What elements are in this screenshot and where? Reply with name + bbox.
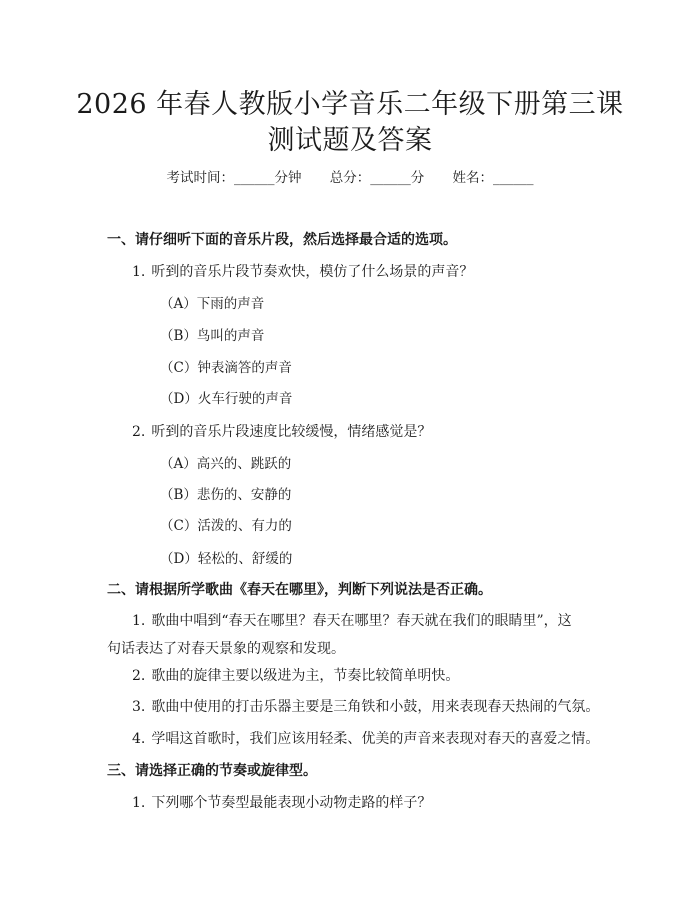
- option-a: （A）下雨的声音: [160, 296, 265, 312]
- option-c: （C）钟表滴答的声音: [160, 360, 292, 376]
- question: [132, 422, 431, 442]
- question-number: 3.: [132, 699, 146, 715]
- exam-score: 总分：______分: [329, 170, 425, 186]
- option-d: （D）火车行驶的声音: [160, 391, 293, 407]
- question-text: 歌曲中唱到“春天在哪里？春天在哪里？春天就在我们的眼睛里”，这句话表达了对春天景象的观察和发现。: [107, 613, 572, 657]
- option-b: （B）鸟叫的声音: [160, 328, 265, 344]
- question-number: 4.: [132, 731, 146, 747]
- statement: [132, 729, 599, 749]
- question-number: 1.: [132, 795, 146, 811]
- section-3-heading: 三、请选择正确的节奏或旋律型。: [107, 763, 317, 779]
- exam-name: 姓名：______: [452, 170, 534, 186]
- option-d: （D）轻松的、舒缓的: [160, 551, 293, 567]
- section-1-heading: 一、请仔细听下面的音乐片段，然后选择最合适的选项。: [107, 232, 457, 248]
- question-text: 学唱这首歌时，我们应该用轻柔、优美的声音来表现对春天的喜爱之情。: [151, 731, 600, 747]
- question-text: 听到的音乐片段节奏欢快，模仿了什么场景的声音？: [151, 264, 474, 280]
- question-number: 1.: [132, 264, 146, 280]
- statement: [107, 607, 577, 663]
- option-b: （B）悲伤的、安静的: [160, 487, 292, 503]
- page-title-line-1: 2026 年春人教版小学音乐二年级下册第三课: [76, 89, 624, 120]
- question: [132, 793, 431, 813]
- question-text: 听到的音乐片段速度比较缓慢，情绪感觉是？: [151, 424, 432, 440]
- question-number: 2.: [132, 424, 146, 440]
- exam-time: 考试时间：______分钟: [166, 170, 302, 186]
- option-a: （A）高兴的、跳跃的: [160, 456, 292, 472]
- question: [132, 262, 473, 282]
- question-number: 1.: [132, 613, 146, 629]
- exam-meta: [0, 168, 700, 188]
- question-text: 下列哪个节奏型最能表现小动物走路的样子？: [151, 795, 432, 811]
- page-title-line-2: 测试题及答案: [267, 125, 433, 156]
- question-text: 歌曲的旋律主要以级进为主，节奏比较简单明快。: [151, 668, 460, 684]
- question-text: 歌曲中使用的打击乐器主要是三角铁和小鼓，用来表现春天热闹的气氛。: [151, 699, 600, 715]
- option-c: （C）活泼的、有力的: [160, 518, 292, 534]
- statement: [132, 697, 599, 717]
- statement: [132, 666, 459, 686]
- section-2-heading: 二、请根据所学歌曲《春天在哪里》，判断下列说法是否正确。: [107, 582, 492, 598]
- question-number: 2.: [132, 668, 146, 684]
